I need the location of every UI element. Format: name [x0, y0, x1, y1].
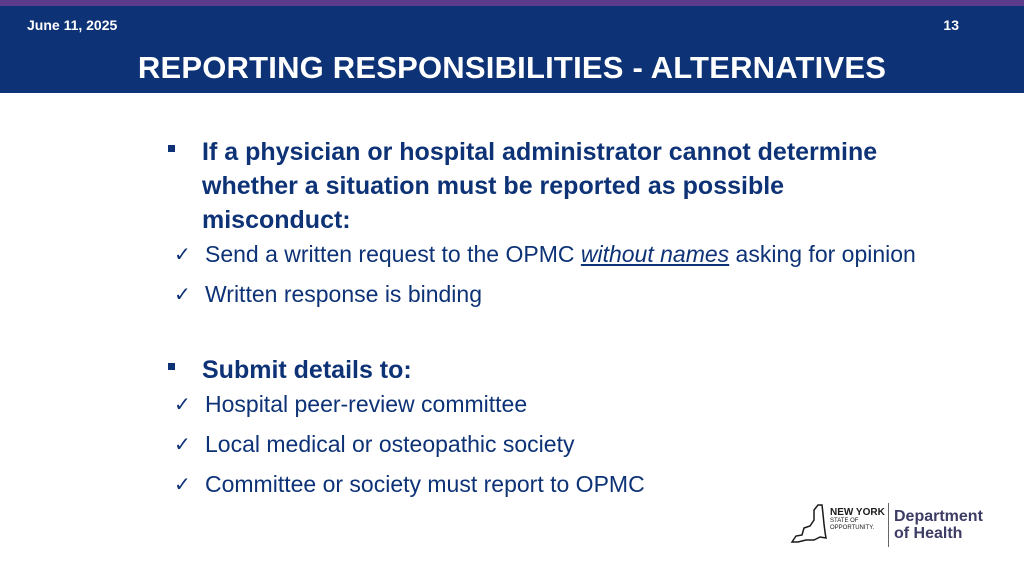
slide-content	[160, 135, 930, 499]
sub-item	[160, 429, 930, 459]
logo-newyork-text: NEW YORK	[830, 507, 885, 518]
sub-item-text: Send a written request to the OPMC	[205, 241, 581, 267]
check-icon: ✓	[174, 392, 191, 416]
page-number: 13	[943, 17, 959, 33]
slide-date: June 11, 2025	[27, 17, 118, 33]
sub-item-text: Local medical or osteopathic society	[205, 431, 575, 457]
new-york-state-outline-icon	[790, 502, 828, 546]
slide-header	[0, 6, 1024, 93]
emphasis-text: without names	[580, 241, 730, 267]
square-bullet-icon	[168, 145, 175, 152]
check-icon: ✓	[174, 242, 191, 266]
sub-item-text: Written response is binding	[205, 281, 482, 307]
bullet-text: If a physician or hospital administrator cannot determine whether a situation must be reported as possible misconduct:	[202, 138, 878, 234]
sub-item	[160, 239, 930, 269]
sub-item-text-end: asking for opinion	[729, 241, 916, 267]
bullet-item	[160, 353, 930, 387]
check-icon: ✓	[174, 432, 191, 456]
check-icon: ✓	[174, 472, 191, 496]
sub-item	[160, 279, 930, 309]
logo-divider	[888, 503, 889, 547]
sub-item-text: Committee or society must report to OPMC	[205, 471, 645, 497]
logo-tagline: STATE OF OPPORTUNITY.	[830, 518, 875, 531]
bullet-text: Submit details to:	[202, 356, 412, 384]
slide-title: REPORTING RESPONSIBILITIES - ALTERNATIVES	[137, 50, 887, 85]
check-icon: ✓	[174, 282, 191, 306]
sub-item-text: Hospital peer-review committee	[205, 391, 528, 417]
sub-item	[160, 389, 930, 419]
nys-doh-logo	[790, 500, 990, 552]
square-bullet-icon	[168, 363, 175, 370]
bullet-item	[160, 135, 930, 237]
sub-item	[160, 469, 930, 499]
logo-department-text: Department of Health	[894, 508, 983, 542]
